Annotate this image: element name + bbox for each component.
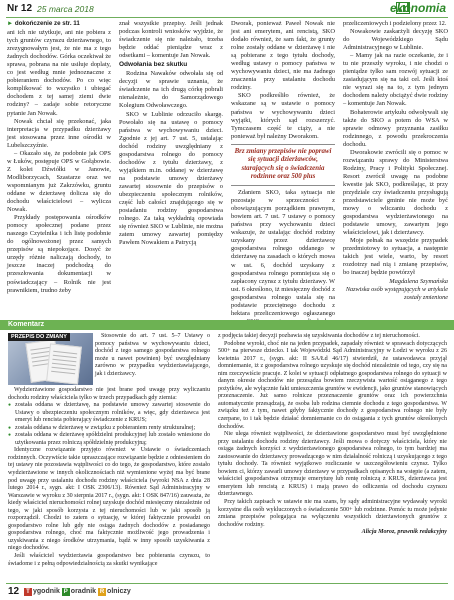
paragraph: Stosownie do art. 7 ust. 5–7 Ustawy o pomocy państwa w wychowywaniu dzieci, dochód z tego samego gospodarstwa rolnego może u nawet powinien) być uwzględniany zarówno w przypadku wydzierżawiającego, jak i dzierżawcy. [95,333,210,377]
list-item: ● została oddana w dzierżawę w związku z pobieraniem renty strukturalnej; [8,425,210,433]
logo-letter: R [99,589,105,595]
paragraph: z podjęcia takiej decyzji pozbawia się uzyskiwania dochodów z tej nieruchomości. [218,333,420,339]
paragraph: ani ich nie użytkuje, ani nie pobiera z tych gruntów czynszu dzierżawnego, to zrezygnowałym jest, że nie ma z tego żadnych dochodów. Górka oczekiwał że sprawa, pobrana na nie usiłuje doplaty, co jest według mnie jednoznaczne z pobieraniem dochodów. Po co więc komplikować to wszystko i ubiegać dochodem z tej samej ziemi dwie rodziny? – zadaje sobie retoryczne pytanie Jan Nowak. [7,29,111,117]
paragraph: Bohaterowie artykułu odwoływali się także do SKO a potem do WSA w sprawie odmowy przyznania zasiłku rodzinnego, z powodu przekroczenia dochodu. [343,108,448,148]
paragraph: – Mamy jak na razie oczekanie, że i tu nie przeszły wyroku, i nie chodzi o pieniądze tylko sam rozwój sytuacji ze zasiadującym się na taki cel. Jeśli ktoś nie wyrazi się na to, z tym jednym dochodem należy obciążyć dwie rodziny – komentuje Jan Nowak. [343,52,448,108]
paragraph: Nowak chciał się przekonać, jaka interpretacja w przypadku dzierżawy jest stosowana przez inne ośrodki w Lubelszczyźnie. [7,117,111,149]
documents-photo [8,333,93,385]
comment-author: Alicja Moroz, prawnik redakcyjny [361,529,447,536]
paragraph: Dworak, ponieważ Paweł Nowak nie jest ani emerytem, ani rencistą, SKO dodało również, że sam fakt, że grunty rolne zostały oddane w dzierżawę i nie są pobierane z tego tytułu dochody, według ustawy o pomocy państwa w wychowywaniu dzieci, nie ma żadnego znaczenia przy ustalaniu dochodu rodziny. [231,20,335,92]
logo-letter: P [63,589,68,595]
article-column-4 [343,20,448,314]
photo-caption-tag: PRZEPIS DO ZMIANY [8,333,70,341]
list-item: ● została oddana w dzierżawę spółdzielni produkcyjnej lub zostało wniesione do użytkowania przez rolniczą spółdzielnię produkcyjną; [8,432,210,447]
document-page-graphic [46,343,82,384]
article-column-1 [7,20,111,314]
paragraph: Identyczne rozwiązanie przyjęto również w Ustawie o świadczeniach rodzinnych. Oczywiście takie upraszczające rozwiązanie będzie z odniesieniem do tej ustawy nie pozostawia wątpliwości co do tego, że gospodarstwo, które zostało wydzierżawione w innych okolicznościach niż wymienione wyżej ma być brane pod uwagę przy ustalaniu dochodu rodziny właściciela (wyroki NSA z dnia 28 lutego 2014 r., sygn. akt: I OSK 2306/13). Również Sąd Administracyjny w Warszawie w wyroku z 30 sierpnia 2017 r., (sygn. akt: I OSK 847/16) zauważa, że kiedy właściciel nieruchomości rolnej uzyskuje dochód miesięczny niezależnie od tego, w jaki sposób korzysta z tej nieruchomości lub w jaki sposób ją rozporządził. Chodzi to zatem o sytuację, w której faktycznie prowadzi on gospodarstwo rolne lub gdy nie osiąga żadnych dochodów z posiadanego gospodarstwa rolnego, choć ma faktycznie możliwość jego prowadzenia i uzyskiwania z niego środków utrzymania, bądź w inny sposób uzyskiwania z niego dochodów. [8,447,210,552]
paragraph: Nie ulega również wątpliwości, że dzierżawione gospodarstwo musi być uwzględnione przy ustalaniu dochodu rodziny dzierżawcy. Jeśli mowa o dotyczy właściciela, który nie osiąga żadnych korzyści z wydzierżawionego gospodarstwa rolnego, to tym bardziej ma zastosowanie do dzierżawcy prowadzącego w nim działalność rolniczą i uzyskującego z tego tytułu dochody. Ta również wyjątkowo rozliczanie w uszczegółowieniu czynsz. Tylko bowiem ci, którzy zawarli umowy dzierżawy w przypadkach opisanych na wstępie (a zatem, właściciel gospodarstwa otrzymuje emeryturę lub rentę rolniczą z KRUS, dzierżawca jest emerytem lub rencistą z KRUS) i mają prawo do odliczenia od dochodu czynszu dzierżawnego. [218,431,447,498]
subheading: Odwołania bez skutku [119,61,188,69]
paragraph: przeliczeniowych i podzielony przez 12. [343,20,447,27]
paragraph: – Okazało się, że podobnie jak OPS w Łuków, postępuje OPS w Gołąbowie. Z kolei Dźwiółki w Janowie, Modliborzycach, Szastarze oraz we wspomnianym już Zakrzówku, gruntu oddane w dzierżawę dolicza się do dochodu właścicielowi – wylicza Nowak. [7,149,111,214]
paragraph: Przy takich zapisach w ustawie nie ma szans, by sądy administracyjne wydawały wyroki korzystne dla osób wykluczonych o świadczenie 500+ lub rodzinne. Pomóc tu może jedynie zmiana przepisów polegająca na wyłączeniu wszystkich dzierżawionych gruntów z dochodów rodziny. [218,499,447,528]
signature-note: Nazwiska osób występujących w artykule zostały zmienione [345,285,448,301]
pull-quote: Brz zmiany przepisów nie poprawi się sytuacji dzierżawców, starających się o świadczenia rodzinne oraz 500 plus [231,144,335,186]
section-title: ekonomia [389,1,446,15]
logo-word: oradnik [70,588,97,595]
footer-divider [6,583,448,584]
comment-intro [95,333,210,387]
issue-date: 25 marca 2018 [37,4,94,14]
comment-section-bar [0,320,454,330]
paragraph: Moje pełnak na wszędzie przypadek przedmiotowy to sytuacja, a następnie takich jest wiele, warto, by resort rozdotrzy nad nią i zmianę przepisów, bo inaczej będzie powtórzył [343,237,448,277]
article-column-2 [119,20,223,314]
header-divider [6,17,448,18]
paragraph: Podobne wyroki, choć nie na jeden przypadek, zapadały również w sprawach dotyczących 500+ na pierwsze dziecko. I tak Wojewódzki Sąd Administracyjny w Łodzi w wyroku z 26 kwietnia 2017 r., (sygn. akt: II SA/Łd 46/17) stwierdził, że ustawodawca przyjął domniemanie, iż z gospodarstwa rolnego uzyskuje się dochód niezależnie od tego, czy się na nim rzeczywiście pracuje. Z kolei w sytuacji odpłatnego gospodarstwa rolnego do sytuacji w danym okresie dochodów nie przesądza bowiem rzeczywista wartość osiąganego z tego pożytków, ale wyłącznie fakt umieszczenia gruntów w ewidencji, jako gruntów stanowiących przeznaczenie. Już samo rolnicze przeznaczenie gruntów oraz ich powierzchnia automatycznie przesądzają, że osoba lub rodzina ciemnie dochodu z tego gospodarstwa. W związku też z tym, nawet gdyby faktycznie dochody z gospodarstwa rolnego nie były czerpane, to i tak będzie działać domniemanie co do osiągania z tych gruntów określonych dochodów. [218,340,447,430]
paragraph: znał wszystkie przepisy. Jeśli jednak podczas kontroli wniosków wyjdzie, że świadczenie się nie należało, trzeba będzie oddać pieniądze wraz z odsetkami – komentuje Jan Nowak. [119,20,223,60]
paragraph: Rodzina Nawaków odwołała się od decyzji w sprawie uznania, że świadczenie na ich drugą córkę pobrali nienależnie, do Samorządowego Kolegium Odwoławczego. [119,70,223,110]
page-header [0,0,454,18]
continuation-note [7,20,111,28]
paragraph: Przykłady postępowania ośrodków pomocy społecznej podane przez naszego Czytelnika i ich listę podobnie do ogólnowożonej przez samych przepisów są niepokojące. Dosyć że urzędy różnie naliczają dochody, to jeszcze inaczej podchodzą do przeszłowania dokumentacji w poświadczający – Rolnik nie jest prawnikiem, trudno żeby [7,214,111,294]
paragraph: Zdaniem SKO, taka sytuacja nie pozostaje w sprzeczności z obowiązującym porządkiem prawnym, bowiem art. 7 ust. 7 ustawy o pomocy państwa przy wychowaniu dzieci wskazuje, że ustalając dochód rodziny uzyskany przez dzierżawcę gospodarstwa rolnego oddanego w dzierżawę na zasadach o których mowa w ust. 6, dochód uzyskany z gospodarstwa rolnego pomniejsza się o zapłacony czynsz z tytułu dzierżawy. W ust. 6 określono, iż miesięczny dochód z gospodarstwa rolnego ustala się na podstawie przeciętnego dochodu z hektara przeliczeniowego ogłaszanego [231,189,335,317]
paragraph: SKO podkreśliło również, że wskazane są w ustawie o pomocy państwa w wychowywaniu dzieci wyjątki, których sąd rozszerzyć. Tymczasem część te ciąży, a nie ponieważ był należny Dworakom. [231,92,335,140]
comment-section-label: Komentarz [8,321,45,328]
list-item: ● została oddana w dzierżawę, na podstawie umowy zawartej stosownie do Ustawy o ubezpieczeniu społecznym rolników, a więc, gdy dzierżawca jest emeryt lub rencista pobierający świadczenie z KRUS; [8,402,210,425]
paragraph: Dworakowie zwrócili się o pomoc w rozwiązaniu sprawy do Ministerstwa Rodziny, Pracy i Polityki Społecznej. Resort zwrócił uwagę na podobne kwestie jak SKO, podkreślając, iż przy przydziale czy świadczeniu przysługują przedstawiciele gminie nie może być mowy o wliczaniu dochodu z gospodarstwa wydzierżawionego na podstawie umowy, zawartym jego właścicielowi, jak i dzierżawcy. [343,148,448,237]
logo-word: ygodnik [33,588,60,595]
logo-letter: T [24,588,32,596]
publication-logo [24,588,131,596]
comment-column-right [218,333,447,579]
paragraph: Wydzierżawione gospodarstwo nie jest brane pod uwagę przy wyliczaniu dochodu rodziny właściciela tylko w trzech przypadkach gdy ziemia: [8,387,210,401]
arrow-icon: ► [7,20,15,27]
article-column-3 [231,20,335,317]
paragraph: Nowakowie zaskarżyli decyzję SKO do Wojewódzkiego Sądu Administracyjnego w Lublinie. [343,28,448,52]
article-body [7,20,448,317]
paragraph: SKO w Lublinie odrzuciło skargę. Powołało się na ustawę o pomocy państwa w wychowywaniu dzieci. Zgodnie z jej art. 7 ust. 5, ustalając dochód rodziny uwzględniany z gospodarstwa rolnego do pomocy dochodów z tytułu dzierżawy, z wyjątkiem m.in. oddanej w dzierżawę na podstawie umowy dzierżawy zawartej stosownie do przepisów o ubezpieczeniu społecznym rolników, część lub całości znajdującego się w posiadaniu rodziny gospodarstwa rolnego. Za taką wykładnią opowiada się również SKO w Lublinie, nie można zatem umowy zawartej pomiędzy Pawłem Nowakiem a Patrycją [119,110,223,247]
issue-number: Nr 12 [7,3,33,14]
comment-column-left [8,387,210,579]
continuation-text: dokończenie ze str. 11 [14,20,80,27]
exception-list [8,402,210,447]
page-number: 12 [8,586,20,597]
paragraph: Jeśli właściciel wydzierżawia gospodarstwo bez pobierania czynszu, to świadome i z pełną odpowiedzialnością za skutki wynikające [8,553,210,567]
logo-word: olniczy [107,588,131,595]
page-footer [0,581,454,600]
author-signature: Magdalena Szymańska [389,277,448,285]
